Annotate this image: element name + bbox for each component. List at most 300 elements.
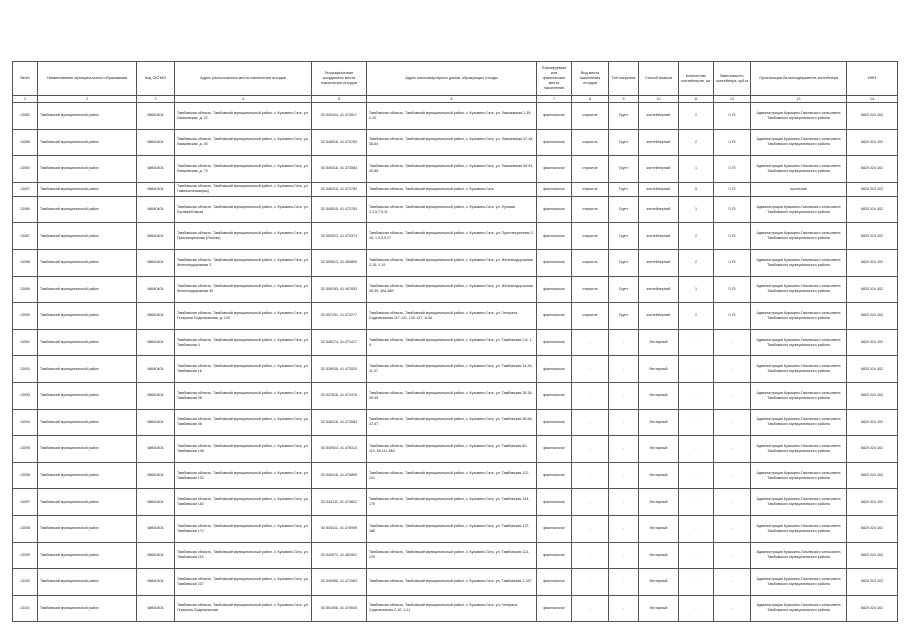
table-cell: 13094 [13, 409, 38, 436]
table-cell: 68640404 [137, 515, 175, 542]
table-cell: 13098 [13, 515, 38, 542]
table-cell: Грунт [609, 129, 639, 156]
table-cell: - [679, 595, 714, 622]
table-cell: Грунт [609, 182, 639, 196]
table-cell: фактическое [537, 129, 572, 156]
table-cell: 52.546274, 41.471417 [312, 329, 367, 356]
table-cell: 0,75 [714, 129, 751, 156]
table-cell: открытое [572, 249, 609, 276]
table-cell: Тамбовская область, Тамбовский муниципальный район, с. Кузьмино-Гать, ул. Лаишевская, д. 45 [175, 129, 312, 156]
table-cell: 6820 024 402 [847, 196, 898, 223]
table-cell: Грунт [609, 156, 639, 183]
table-cell: - [572, 436, 609, 463]
table-cell: Грунт [609, 276, 639, 303]
table-cell: Администрация Кузьмино-Гатьевского сельсовета Тамбовского муниципального района [751, 196, 847, 223]
table-cell: 6820 024 402 [847, 489, 898, 516]
table-cell: открытое [572, 196, 609, 223]
table-cell: 13088 [13, 249, 38, 276]
table-cell: - [714, 436, 751, 463]
table-cell: 6820 024 402 [847, 542, 898, 569]
column-number: 7 [537, 96, 572, 103]
table-cell: 2 [679, 303, 714, 330]
table-cell: Администрация Кузьмино-Гатьевского сельсовета Тамбовского муниципального района [751, 569, 847, 596]
table-cell: Тамбовская область, Тамбовский муниципальный район, с. Кузьмино-Гать, ул. Тамбовская 237 [175, 569, 312, 596]
table-cell: - [609, 329, 639, 356]
table-cell: Тамбовский муниципальный район [38, 182, 137, 196]
table-cell: бестарный [639, 382, 679, 409]
table-cell: Администрация Кузьмино-Гатьевского сельсовета Тамбовского муниципального района [751, 462, 847, 489]
table-cell: - [679, 489, 714, 516]
table-cell: Тамбовская область, Тамбовский муниципальный район, с. Кузьмино-Гать, ул. Тамбовская 4 [175, 329, 312, 356]
table-cell: - [679, 356, 714, 383]
table-cell: Тамбовская область, Тамбовский муниципальный район, с. Кузьмино-Гать, ул. Тамбовская 115 [175, 542, 312, 569]
table-cell: Администрация Кузьмино-Гатьевского сельсовета Тамбовского муниципального района [751, 303, 847, 330]
table-cell: 52.540411, 41.476959 [312, 515, 367, 542]
table-cell: школьная [751, 182, 847, 196]
table-cell: 68640404 [137, 276, 175, 303]
table-cell: Тамбовская область, Тамбовский муниципальный район, с. Кузьмино-Гать, ул. Железнодорожная 39 [175, 276, 312, 303]
table-cell: 1 [679, 196, 714, 223]
table-cell: Тамбовская область, Тамбовский муниципальный район, с. Кузьмино-Гать, ул. Лаишевская 59-93, 49-85 [367, 156, 537, 183]
table-cell: открытое [572, 223, 609, 250]
table-cell: 68640404 [137, 569, 175, 596]
table-cell: фактическое [537, 103, 572, 130]
column-number: 13 [751, 96, 847, 103]
table-cell: Администрация Кузьмино-Гатьевского сельсовета Тамбовского муниципального района [751, 156, 847, 183]
table-cell: Тамбовская область, Тамбовский муниципальный район, с. Кузьмино-Гать, ул. Тамбовская 106 [175, 436, 312, 463]
table-cell: - [714, 356, 751, 383]
table-cell: Тамбовская область, Тамбовский муниципальный район, с. Кузьмино-Гать, ул. Пристанционная (Лесная) [175, 223, 312, 250]
table-cell: - [714, 382, 751, 409]
column-number: 1 [13, 96, 38, 103]
table-cell: бестарный [639, 569, 679, 596]
table-cell: 6820 024 402 [847, 249, 898, 276]
table-cell: Администрация Кузьмино-Гатьевского сельсовета Тамбовского муниципального района [751, 515, 847, 542]
table-cell: - [572, 329, 609, 356]
table-cell: 52.550613, 41.465859 [312, 249, 367, 276]
table-cell: фактическое [537, 356, 572, 383]
table-cell: фактическое [537, 595, 572, 622]
table-cell: 52.546318, 41.476859 [312, 462, 367, 489]
table-cell: Тамбовская область, Тамбовский муниципальный район, с. Кузьмино-Гать, ул. Тамбовская 113-125 [367, 542, 537, 569]
table-row [13, 276, 898, 303]
table-cell: 13087 [13, 223, 38, 250]
table-cell: контейнерный [639, 249, 679, 276]
table-cell: 0,75 [714, 182, 751, 196]
table-cell: 6820 024 402 [847, 569, 898, 596]
table-row [13, 356, 898, 383]
table-cell: Тамбовская область, Тамбовский муниципальный район, с. Кузьмино-Гать, ул. Тамбовская 172-186 [367, 515, 537, 542]
table-cell: бестарный [639, 542, 679, 569]
table-cell: Тамбовский муниципальный район [38, 196, 137, 223]
column-number: 2 [38, 96, 137, 103]
table-cell: 6820 024 402 [847, 595, 898, 622]
table-cell: - [609, 569, 639, 596]
table-row [13, 382, 898, 409]
table-row [13, 489, 898, 516]
table-cell: 2 [679, 223, 714, 250]
column-number: 12 [714, 96, 751, 103]
table-cell: Тамбовская область, Тамбовский муниципальный район, с. Кузьмино-Гать, ул. Генерала Сидельникова, д. 133 [175, 303, 312, 330]
table-cell: Администрация Кузьмино-Гатьевского сельсовета Тамбовского муниципального района [751, 489, 847, 516]
table-cell: Тамбовская область, Тамбовский муниципальный район, с. Кузьмино-Гать [367, 182, 537, 196]
table-cell: Тамбовская область, Тамбовский муниципальный район, с. Кузьмино-Гать, ул. Тамбовская 172 [175, 515, 312, 542]
table-cell: Тамбовская область, Тамбовский муниципальный район, с. Кузьмино-Гать, ул. Генерала Сидельникова 2-10, 1-11 [367, 595, 537, 622]
table-cell: 2 [679, 129, 714, 156]
table-cell: - [679, 569, 714, 596]
table-cell: Администрация Кузьмино-Гатьевского сельсовета Тамбовского муниципального района [751, 276, 847, 303]
table-cell: - [572, 569, 609, 596]
table-cell: Тамбовская область, Тамбовский муниципальный район, с. Кузьмино-Гать, ул. Пристанционная 2-16, 1,3,5,9,17 [367, 223, 537, 250]
table-cell: 6820 024 402 [847, 103, 898, 130]
table-cell: - [572, 489, 609, 516]
header-cell: Организация-балансодержатель контейнера [751, 62, 847, 96]
table-cell: 13100 [13, 569, 38, 596]
table-cell: Тамбовский муниципальный район [38, 515, 137, 542]
table-cell: Тамбовская область, Тамбовский муниципальный район, с. Кузьмино-Гать, ул. Тамбовская 80-110, 69-111,38А [367, 436, 537, 463]
table-cell: Тамбовская область, Тамбовский муниципальный район, с. Кузьмино-Гать, ул. Луговая/Южная [175, 196, 312, 223]
table-cell: 13095 [13, 436, 38, 463]
table-cell: 13101 [13, 595, 38, 622]
table-cell: Тамбовская область, Тамбовский муниципальный район, с. Кузьмино-Гать, ул. Тамбовская 112-131 [367, 462, 537, 489]
column-number: 5 [312, 96, 367, 103]
header-cell: Наименование муниципального образования [38, 62, 137, 96]
table-cell: 52.540924, 41.476313 [312, 436, 367, 463]
table-cell: 52.539936, 41.473520 [312, 356, 367, 383]
table-cell: бестарный [639, 489, 679, 516]
table-cell: Тамбовский муниципальный район [38, 156, 137, 183]
table-cell: 52.546518, 41.473783 [312, 196, 367, 223]
table-cell: Грунт [609, 249, 639, 276]
table-cell: Администрация Кузьмино-Гатьевского сельсовета Тамбовского муниципального района [751, 382, 847, 409]
table-cell: Тамбовская область, Тамбовский муниципальный район, с. Кузьмино-Гать, ул. Генерала Сидельникова [175, 595, 312, 622]
table-cell: открытое [572, 182, 609, 196]
table-cell: 68640404 [137, 196, 175, 223]
header-cell: Тип покрытия [609, 62, 639, 96]
table-cell: 52.546318, 41.473583 [312, 409, 367, 436]
table-cell: 6820 024 402 [847, 515, 898, 542]
table-cell: Администрация Кузьмино-Гатьевского сельсовета Тамбовского муниципального района [751, 436, 847, 463]
table-header-row [13, 62, 898, 96]
table-cell: 52.546318, 41.473783 [312, 182, 367, 196]
table-cell: 52.540572, 41.481501 [312, 542, 367, 569]
table-cell: - [609, 515, 639, 542]
table-cell: 13080 [13, 196, 38, 223]
table-cell: Тамбовская область, Тамбовский муниципальный район, с. Кузьмино-Гать, ул. Железнодорожная 2-15, 1-19 [367, 249, 537, 276]
table-row [13, 462, 898, 489]
table-row [13, 542, 898, 569]
column-number: 14 [847, 96, 898, 103]
table-cell: фактическое [537, 249, 572, 276]
table-cell: Тамбовская область, Тамбовский муниципальный район, с. Кузьмино-Гать, ул. Железнодорожная 3 [175, 249, 312, 276]
table-cell: Тамбовский муниципальный район [38, 303, 137, 330]
table-cell: Администрация Кузьмино-Гатьевского сельсовета Тамбовского муниципального района [751, 223, 847, 250]
table-cell: Тамбовская область, Тамбовский муниципальный район, с. Кузьмино-Гать, ул. Лаишевская 37-45, 38-64 [367, 129, 537, 156]
table-cell: 13090 [13, 303, 38, 330]
table-cell: бестарный [639, 436, 679, 463]
table-cell: фактическое [537, 436, 572, 463]
table-cell: - [714, 462, 751, 489]
registry-sheet [12, 61, 893, 622]
table-cell: Тамбовский муниципальный район [38, 382, 137, 409]
table-cell: - [714, 489, 751, 516]
table-cell: Грунт [609, 103, 639, 130]
table-cell: 68640404 [137, 182, 175, 196]
table-cell: Тамбовский муниципальный район [38, 223, 137, 250]
table-cell: Тамбовский муниципальный район [38, 462, 137, 489]
table-cell: 68640404 [137, 436, 175, 463]
table-cell: Тамбовский муниципальный район [38, 409, 137, 436]
column-number: 8 [572, 96, 609, 103]
table-cell: фактическое [537, 303, 572, 330]
header-cell: Количество контейнеров, шт [679, 62, 714, 96]
table-cell: фактическое [537, 515, 572, 542]
table-cell: - [714, 542, 751, 569]
column-number: 9 [609, 96, 639, 103]
table-cell: 52.540424, 41.472817 [312, 103, 367, 130]
table-cell: Тамбовская область, Тамбовский муниципальный район, с. Кузьмино-Гать, ул. Тамбовская 14-26, 11-37 [367, 356, 537, 383]
table-cell: Тамбовский муниципальный район [38, 249, 137, 276]
table-cell: 5 [679, 182, 714, 196]
table-cell: 52.540311, 41.474822 [312, 489, 367, 516]
table-cell: 2 [679, 249, 714, 276]
table-cell: - [714, 595, 751, 622]
table-cell: - [714, 569, 751, 596]
table-cell: Администрация Кузьмино-Гатьевского сельсовета Тамбовского муниципального района [751, 595, 847, 622]
table-cell: - [679, 382, 714, 409]
table-cell: Тамбовская область, Тамбовский муниципальный район, с. Кузьмино-Гать, ул. Тамбовская 144-170 [367, 489, 537, 516]
table-cell: Тамбовский муниципальный район [38, 356, 137, 383]
table-cell: Тамбовская область, Тамбовский муниципальный район, с. Кузьмино-Гать, ул. Генерала Сидельникова 117-131, 130-137, 113А [367, 303, 537, 330]
table-cell: Тамбовская область, Тамбовский муниципальный район, с. Кузьмино-Гать, ул. Железнодорожная 35-39, 40а-48б [367, 276, 537, 303]
table-cell: 52.550523, 41.470374 [312, 223, 367, 250]
table-cell: контейнерный [639, 182, 679, 196]
table-cell: 52.540956, 41.471963 [312, 569, 367, 596]
table-cell: открытое [572, 129, 609, 156]
table-cell: Тамбовская область, Тамбовский муниципальный район, с. Кузьмино-Гать, ул. Лаишевская, д. 73 [175, 156, 312, 183]
table-cell: Тамбовская область, Тамбовский муниципальный район, с. Кузьмино-Гать, ул. Лаишевская, д. 22 [175, 103, 312, 130]
header-cell: Планируемые или фактические места накопления [537, 62, 572, 96]
table-cell: 6820 024 402 [847, 223, 898, 250]
header-cell: ИНН [847, 62, 898, 96]
table-cell: - [572, 515, 609, 542]
table-cell: фактическое [537, 569, 572, 596]
table-row [13, 436, 898, 463]
table-cell: 6820 024 402 [847, 329, 898, 356]
table-cell: - [679, 542, 714, 569]
table-cell: контейнерный [639, 156, 679, 183]
table-cell: открытое [572, 276, 609, 303]
table-cell: Грунт [609, 303, 639, 330]
table-cell: 0,75 [714, 223, 751, 250]
table-row [13, 182, 898, 196]
table-row [13, 409, 898, 436]
table-cell: 13091 [13, 329, 38, 356]
table-cell: - [679, 515, 714, 542]
table-body [13, 103, 898, 622]
table-cell: - [609, 542, 639, 569]
table-cell: фактическое [537, 489, 572, 516]
table-cell: контейнерный [639, 223, 679, 250]
table-cell: - [679, 462, 714, 489]
table-cell: Тамбовская область, Тамбовский муниципальный район, с. Кузьмино-Гать, ул. Тамбовская 132 [175, 462, 312, 489]
header-cell: Географические координаты места накопления отходов [312, 62, 367, 96]
table-cell: - [609, 462, 639, 489]
table-cell: 6820 024 402 [847, 182, 898, 196]
table-cell: бестарный [639, 462, 679, 489]
table-cell: контейнерный [639, 129, 679, 156]
table-row [13, 515, 898, 542]
table-cell: Тамбовская область, Тамбовский муниципальный район, с. Кузьмино-Гать, ул. Тамбовская 38-58, 47-67 [367, 409, 537, 436]
table-cell: 68640404 [137, 356, 175, 383]
table-cell: 6820 024 402 [847, 129, 898, 156]
table-cell: Тамбовский муниципальный район [38, 103, 137, 130]
table-cell: контейнерный [639, 276, 679, 303]
table-cell: 6820 024 402 [847, 276, 898, 303]
table-row [13, 103, 898, 130]
table-cell: 68640404 [137, 103, 175, 130]
table-cell: 68640404 [137, 382, 175, 409]
table-cell: - [609, 436, 639, 463]
table-cell: - [572, 409, 609, 436]
table-cell: Администрация Кузьмино-Гатьевского сельсовета Тамбовского муниципального района [751, 356, 847, 383]
table-cell: Тамбовский муниципальный район [38, 489, 137, 516]
header-cell: №п/п [13, 62, 38, 96]
table-cell: Тамбовский муниципальный район [38, 436, 137, 463]
column-number-row [13, 96, 898, 103]
table-row [13, 569, 898, 596]
table-row [13, 196, 898, 223]
table-cell: 52.546318, 41.473583 [312, 156, 367, 183]
header-cell: Способ вывоза [639, 62, 679, 96]
table-cell: 1 [679, 276, 714, 303]
table-cell: 13092 [13, 356, 38, 383]
table-cell: 68640404 [137, 462, 175, 489]
table-cell: 0,75 [714, 276, 751, 303]
table-cell: - [572, 356, 609, 383]
table-cell: 13085 [13, 129, 38, 156]
column-number: 11 [679, 96, 714, 103]
table-cell: Тамбовская область, Тамбовский муниципальный район, с. Кузьмино-Гать, ул. Гимназическая(шк) [175, 182, 312, 196]
header-cell: Код ОКТМО [137, 62, 175, 96]
table-row [13, 595, 898, 622]
table-cell: 68640404 [137, 129, 175, 156]
table-cell: 52.546518, 41.473783 [312, 129, 367, 156]
table-cell: - [609, 409, 639, 436]
table-cell: 0,75 [714, 103, 751, 130]
table-cell: контейнерный [639, 303, 679, 330]
header-cell: Адрес многоквартирных домов, образующих отходы [367, 62, 537, 96]
table-cell: 0,75 [714, 156, 751, 183]
table-cell: 0,75 [714, 196, 751, 223]
table-cell: - [714, 409, 751, 436]
table-cell: Тамбовский муниципальный район [38, 569, 137, 596]
table-cell: 1 [679, 156, 714, 183]
table-cell: Администрация Кузьмино-Гатьевского сельсовета Тамбовского муниципального района [751, 249, 847, 276]
column-number: 6 [367, 96, 537, 103]
column-number: 10 [639, 96, 679, 103]
table-cell: бестарный [639, 409, 679, 436]
table-cell: Администрация Кузьмино-Гатьевского сельсовета Тамбовского муниципального района [751, 129, 847, 156]
table-cell: 13096 [13, 462, 38, 489]
table-cell: 13097 [13, 182, 38, 196]
table-cell: 68640404 [137, 542, 175, 569]
table-cell: Тамбовская область, Тамбовский муниципальный район, с. Кузьмино-Гать, ул. Тамбовская 48 [175, 409, 312, 436]
table-cell: Тамбовский муниципальный район [38, 542, 137, 569]
table-row [13, 303, 898, 330]
table-cell: Тамбовский муниципальный район [38, 129, 137, 156]
waste-sites-table [12, 61, 898, 622]
table-cell: Тамбовская область, Тамбовский муниципальный район, с. Кузьмино-Гать, ул. Тамбовская 2-167 [367, 569, 537, 596]
header-cell: Вид места накопления отходов [572, 62, 609, 96]
table-cell: - [679, 409, 714, 436]
table-cell: 13052 [13, 103, 38, 130]
table-cell: 13093 [13, 382, 38, 409]
table-cell: контейнерный [639, 196, 679, 223]
table-cell: Тамбовская область, Тамбовский муниципальный район, с. Кузьмино-Гать, ул. Тамбовская 28 [175, 382, 312, 409]
table-cell: - [679, 329, 714, 356]
table-cell: 52.556193, 41.467653 [312, 276, 367, 303]
table-cell: 0,75 [714, 303, 751, 330]
table-cell: 52.551906, 41.470645 [312, 595, 367, 622]
table-cell: 6820 024 402 [847, 436, 898, 463]
table-cell: бестарный [639, 595, 679, 622]
table-cell: 13097 [13, 489, 38, 516]
table-cell: 52.557291, 41.470277 [312, 303, 367, 330]
table-cell: бестарный [639, 356, 679, 383]
table-cell: Тамбовский муниципальный район [38, 329, 137, 356]
table-cell: - [609, 356, 639, 383]
table-cell: 52.537818, 41.472476 [312, 382, 367, 409]
table-cell: Тамбовский муниципальный район [38, 595, 137, 622]
table-cell: 13099 [13, 542, 38, 569]
table-cell: 13089 [13, 276, 38, 303]
table-cell: Тамбовская область, Тамбовский муниципальный район, с. Кузьмино-Гать, ул. Лаишевская 1-35, 2-20 [367, 103, 537, 130]
table-cell: - [679, 436, 714, 463]
table-cell: - [609, 595, 639, 622]
table-cell: 6820 024 402 [847, 382, 898, 409]
header-cell: Адрес расположения места накопления отходов [175, 62, 312, 96]
table-cell: Администрация Кузьмино-Гатьевского сельсовета Тамбовского муниципального района [751, 103, 847, 130]
table-cell: фактическое [537, 182, 572, 196]
table-cell: 68640404 [137, 223, 175, 250]
table-cell: бестарный [639, 329, 679, 356]
header-cell: Вместимость контейнера, куб.м [714, 62, 751, 96]
table-cell: 68640404 [137, 156, 175, 183]
table-cell: 6820 024 402 [847, 156, 898, 183]
table-cell: фактическое [537, 223, 572, 250]
table-cell: Тамбовская область, Тамбовский муниципальный район, с. Кузьмино-Гать, ул. Тамбовская 16 [175, 356, 312, 383]
table-cell: 0,75 [714, 249, 751, 276]
table-cell: 68640404 [137, 303, 175, 330]
table-cell: 68640404 [137, 249, 175, 276]
table-cell: 68640404 [137, 329, 175, 356]
table-cell: Тамбовская область, Тамбовский муниципальный район, с. Кузьмино-Гать, ул. Тамбовская 28-36, 39-45 [367, 382, 537, 409]
table-cell: 2 [679, 103, 714, 130]
table-cell: контейнерный [639, 103, 679, 130]
table-cell: открытое [572, 303, 609, 330]
table-cell: Тамбовская область, Тамбовский муниципальный район, с. Кузьмино-Гать, ул. Тамбовская 2-6, 1-9 [367, 329, 537, 356]
table-cell: 6820 024 402 [847, 462, 898, 489]
table-cell: 6820 024 402 [847, 409, 898, 436]
table-cell: Грунт [609, 196, 639, 223]
table-cell: Тамбовская область, Тамбовский муниципальный район, с. Кузьмино-Гать, ул. Тамбовская 162 [175, 489, 312, 516]
table-cell: - [609, 382, 639, 409]
table-row [13, 249, 898, 276]
table-cell: фактическое [537, 382, 572, 409]
table-cell: 6820 024 402 [847, 303, 898, 330]
table-cell: - [572, 382, 609, 409]
